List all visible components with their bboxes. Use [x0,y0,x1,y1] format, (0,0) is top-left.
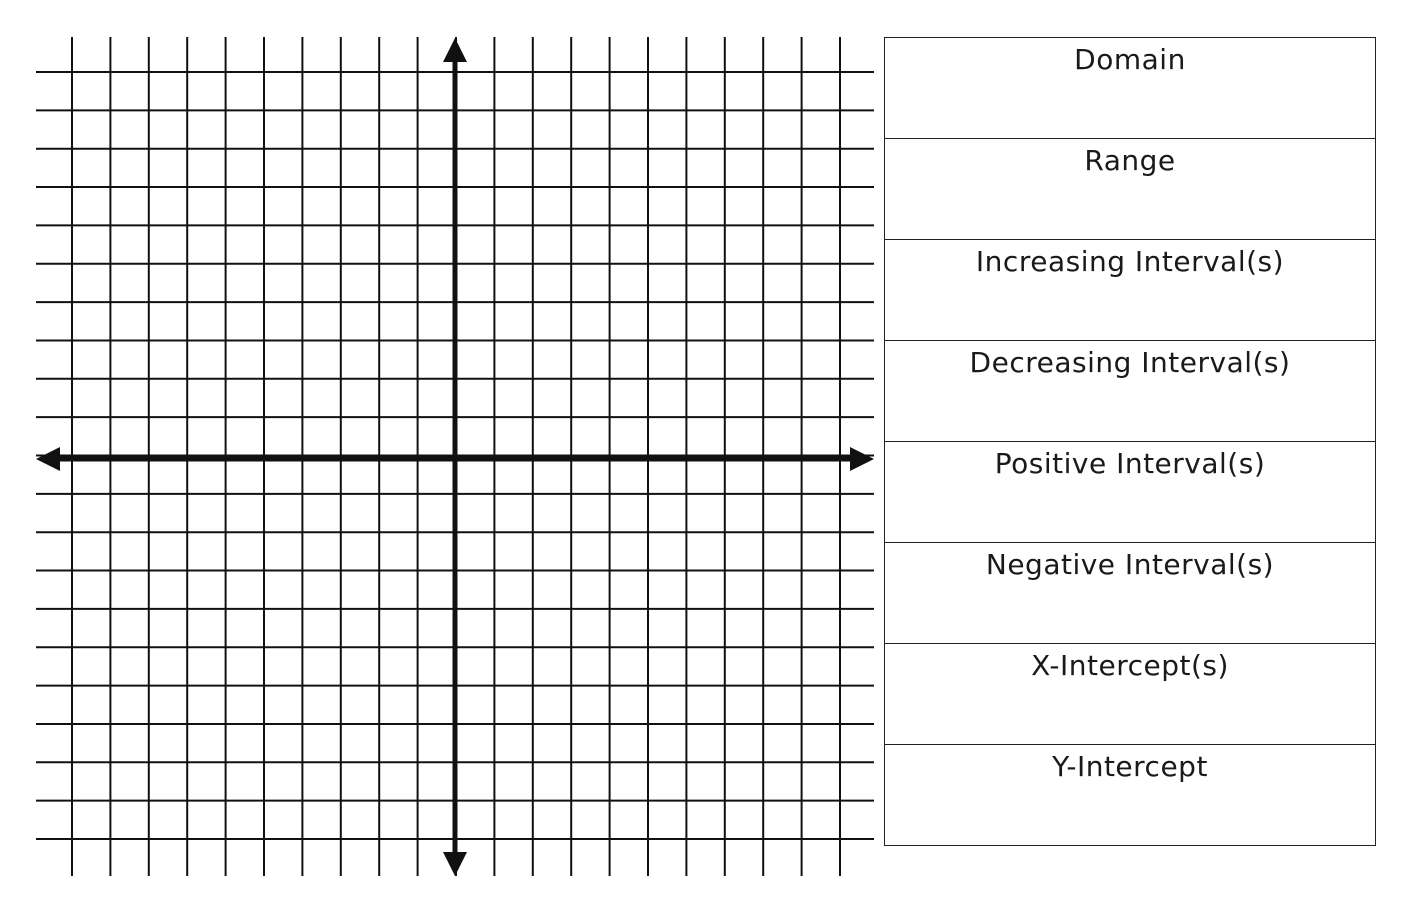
property-cell[interactable] [885,139,1376,240]
property-row [885,240,1376,341]
property-cell[interactable] [885,38,1376,139]
property-label: Y-Intercept [1052,750,1208,783]
x-axis-left-arrow-icon [36,447,60,471]
property-cell[interactable] [885,644,1376,745]
property-row [885,139,1376,240]
property-row [885,442,1376,543]
x-axis-right-arrow-icon [850,447,874,471]
y-axis-up-arrow-icon [443,38,467,62]
properties-table [884,37,1376,846]
axes [36,38,874,876]
property-cell[interactable] [885,543,1376,644]
property-label: Positive Interval(s) [994,447,1266,480]
property-row [885,745,1376,846]
property-label: Domain [1074,43,1186,76]
property-cell[interactable] [885,240,1376,341]
property-label: Range [1084,144,1176,177]
property-cell[interactable] [885,341,1376,442]
property-row [885,644,1376,745]
property-label: Increasing Interval(s) [975,245,1285,278]
property-row [885,38,1376,139]
property-label: X-Intercept(s) [1031,649,1229,682]
property-row [885,341,1376,442]
property-cell[interactable] [885,745,1376,846]
y-axis-down-arrow-icon [443,852,467,876]
property-label: Decreasing Interval(s) [969,346,1291,379]
property-cell[interactable] [885,442,1376,543]
property-label: Negative Interval(s) [985,548,1275,581]
property-row [885,543,1376,644]
